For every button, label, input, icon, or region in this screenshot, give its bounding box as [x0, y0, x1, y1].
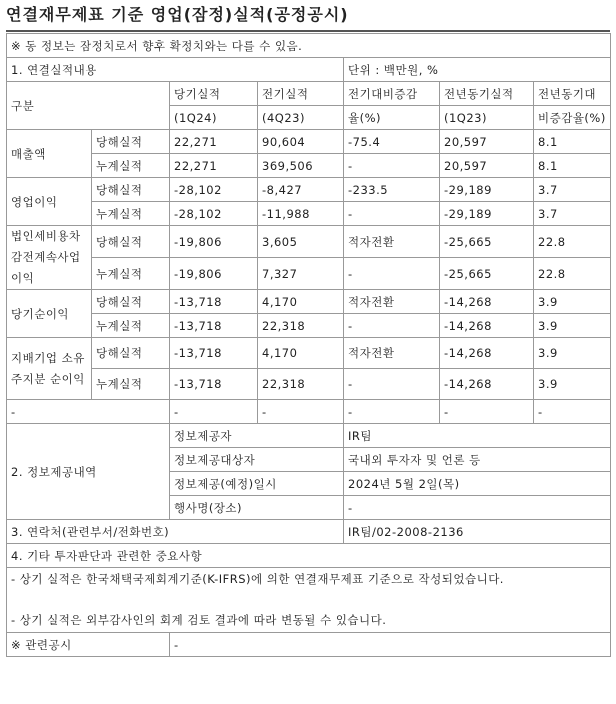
row-category: 매출액: [7, 130, 92, 178]
row-category: 당기순이익: [7, 290, 92, 338]
cell-current: -19,806: [170, 226, 258, 258]
header-qoq: 전기대비증감: [344, 82, 440, 106]
note-2: - 상기 실적은 외부감사인의 회계 검토 결과에 따라 변동될 수 있습니다.: [11, 613, 387, 627]
header-qoq-unit: 율(%): [344, 106, 440, 130]
related-value: -: [170, 633, 611, 657]
cell-yoy-prev: -25,665: [440, 258, 534, 290]
cell-qoq: 적자전환: [344, 338, 440, 369]
header-gubun: 구분: [7, 82, 170, 130]
dash-cell: -: [258, 400, 344, 424]
cell-yoy-prev: -14,268: [440, 314, 534, 338]
cell-previous: 90,604: [258, 130, 344, 154]
cell-current: 22,271: [170, 130, 258, 154]
dash-cell: -: [344, 400, 440, 424]
row-type: 누계실적: [92, 202, 170, 226]
cell-yoy-prev: -14,268: [440, 338, 534, 369]
cell-yoy-prev: -29,189: [440, 178, 534, 202]
cell-current: -28,102: [170, 178, 258, 202]
cell-qoq: -: [344, 369, 440, 400]
dash-cell: -: [440, 400, 534, 424]
row-type: 누계실적: [92, 258, 170, 290]
cell-previous: 22,318: [258, 314, 344, 338]
note-1: - 상기 실적은 한국채택국제회계기준(K-IFRS)에 의한 연결재무제표 기준으로 작성되었습니다.: [11, 572, 504, 586]
cell-current: -28,102: [170, 202, 258, 226]
dash-cell: -: [7, 400, 170, 424]
cell-current: -13,718: [170, 314, 258, 338]
notice-text: ※ 동 정보는 잠정치로서 향후 확정치와는 다를 수 있음.: [7, 34, 611, 58]
related-label: ※ 관련공시: [7, 633, 170, 657]
info-key: 정보제공(예정)일시: [170, 472, 344, 496]
dash-cell: -: [170, 400, 258, 424]
row-type: 누계실적: [92, 314, 170, 338]
header-previous-period: (4Q23): [258, 106, 344, 130]
cell-previous: 4,170: [258, 290, 344, 314]
cell-yoy: 3.7: [534, 202, 611, 226]
section2-label: 2. 정보제공내역: [7, 424, 170, 520]
cell-qoq: -233.5: [344, 178, 440, 202]
cell-previous: 369,506: [258, 154, 344, 178]
disclosure-table: [6, 33, 611, 657]
row-category: 지배기업 소유주지분 순이익: [7, 338, 92, 400]
cell-yoy: 3.9: [534, 314, 611, 338]
info-key: 정보제공자: [170, 424, 344, 448]
cell-qoq: -: [344, 154, 440, 178]
cell-previous: 22,318: [258, 369, 344, 400]
unit-label: 단위 : 백만원, %: [344, 58, 611, 82]
page-title: 연결재무제표 기준 영업(잠정)실적(공정공시): [6, 2, 610, 32]
row-type: 당해실적: [92, 178, 170, 202]
cell-yoy-prev: 20,597: [440, 130, 534, 154]
header-yoy: 전년동기대: [534, 82, 611, 106]
cell-yoy: 8.1: [534, 130, 611, 154]
cell-current: -13,718: [170, 290, 258, 314]
section3-label: 3. 연락처(관련부서/전화번호): [7, 520, 344, 544]
cell-previous: -8,427: [258, 178, 344, 202]
dash-cell: -: [534, 400, 611, 424]
header-current-period: (1Q24): [170, 106, 258, 130]
row-category: 법인세비용차감전계속사업이익: [7, 226, 92, 290]
info-value: IR팀: [344, 424, 611, 448]
cell-yoy: 22.8: [534, 258, 611, 290]
info-key: 행사명(장소): [170, 496, 344, 520]
cell-previous: 7,327: [258, 258, 344, 290]
header-previous: 전기실적: [258, 82, 344, 106]
cell-qoq: 적자전환: [344, 290, 440, 314]
header-yoy-unit: 비증감율(%): [534, 106, 611, 130]
info-value: 2024년 5월 2일(목): [344, 472, 611, 496]
cell-yoy-prev: -29,189: [440, 202, 534, 226]
cell-yoy: 3.9: [534, 369, 611, 400]
header-yoy-prev: 전년동기실적: [440, 82, 534, 106]
info-value: -: [344, 496, 611, 520]
row-type: 당해실적: [92, 130, 170, 154]
cell-yoy-prev: -14,268: [440, 290, 534, 314]
section4-label: 4. 기타 투자판단과 관련한 중요사항: [7, 544, 611, 568]
row-type: 당해실적: [92, 290, 170, 314]
cell-current: 22,271: [170, 154, 258, 178]
row-type: 누계실적: [92, 154, 170, 178]
cell-qoq: -: [344, 258, 440, 290]
cell-yoy-prev: -14,268: [440, 369, 534, 400]
cell-yoy: 3.7: [534, 178, 611, 202]
cell-previous: 4,170: [258, 338, 344, 369]
contact-value: IR팀/02-2008-2136: [344, 520, 611, 544]
info-key: 정보제공대상자: [170, 448, 344, 472]
cell-qoq: -: [344, 314, 440, 338]
cell-yoy: 3.9: [534, 338, 611, 369]
section1-label: 1. 연결실적내용: [7, 58, 344, 82]
cell-yoy-prev: -25,665: [440, 226, 534, 258]
cell-current: -19,806: [170, 258, 258, 290]
cell-previous: 3,605: [258, 226, 344, 258]
cell-qoq: -: [344, 202, 440, 226]
row-type: 당해실적: [92, 338, 170, 369]
row-type: 누계실적: [92, 369, 170, 400]
info-value: 국내외 투자자 및 언론 등: [344, 448, 611, 472]
cell-qoq: 적자전환: [344, 226, 440, 258]
cell-yoy: 8.1: [534, 154, 611, 178]
cell-current: -13,718: [170, 369, 258, 400]
section4-notes: [7, 568, 611, 633]
cell-yoy: 3.9: [534, 290, 611, 314]
cell-current: -13,718: [170, 338, 258, 369]
cell-yoy-prev: 20,597: [440, 154, 534, 178]
row-category: 영업이익: [7, 178, 92, 226]
row-type: 당해실적: [92, 226, 170, 258]
cell-qoq: -75.4: [344, 130, 440, 154]
header-yoy-prev-period: (1Q23): [440, 106, 534, 130]
cell-previous: -11,988: [258, 202, 344, 226]
cell-yoy: 22.8: [534, 226, 611, 258]
header-current: 당기실적: [170, 82, 258, 106]
